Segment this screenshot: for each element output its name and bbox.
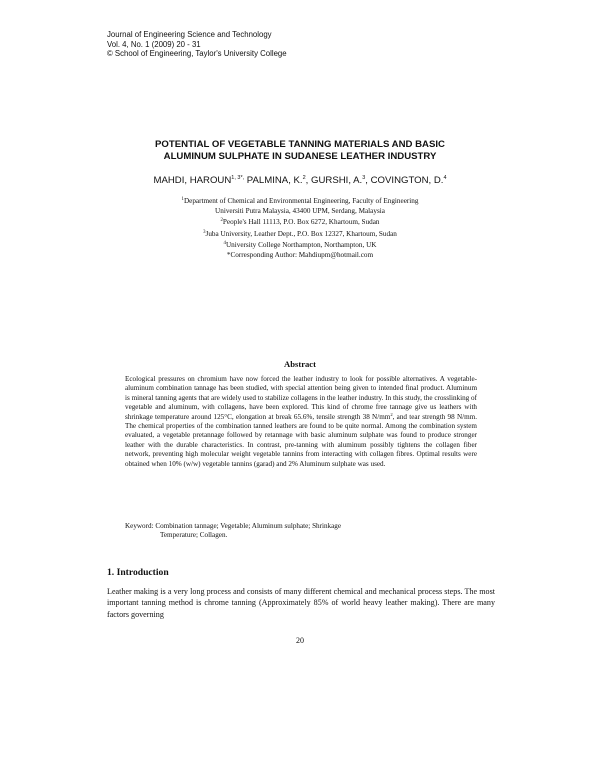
- abstract-heading: Abstract: [284, 359, 316, 369]
- author-affiliation-mark: 1, 3*,: [231, 175, 245, 181]
- author-name: GURSHI, A.: [311, 175, 363, 186]
- section-heading-introduction: 1. Introduction: [107, 567, 169, 578]
- author-affiliation-mark: 3: [362, 175, 366, 181]
- affiliation-line: Universiti Putra Malaysia, 43400 UPM, Serdang, Malaysia: [215, 206, 385, 215]
- affiliation-line: $^1$Department of Chemical and Environmental Engineering, Faculty of Engineering: [181, 197, 419, 205]
- title-line-2: ALUMINUM SULPHATE IN SUDANESE LEATHER INDUSTRY: [163, 151, 437, 162]
- author-name: MAHDI, HAROUN: [153, 175, 232, 186]
- journal-header: [107, 30, 507, 59]
- journal-copyright: © School of Engineering, Taylor's University College: [107, 49, 287, 58]
- affiliations: [95, 195, 505, 261]
- keywords: [125, 522, 477, 541]
- author-affiliation-mark: 4: [443, 175, 447, 181]
- corresponding-author: *Corresponding Author: Mahdiupm@hotmail.com: [226, 250, 374, 259]
- affiliation-line: $^3$Juba University, Leather Dept., P.O. Box 12327, Khartoum, Sudan: [203, 229, 397, 238]
- title-line-1: POTENTIAL OF VEGETABLE TANNING MATERIALS AND BASIC: [155, 139, 445, 150]
- page-number: 20: [296, 636, 304, 645]
- journal-volume: Vol. 4, No. 1 (2009) 20 - 31: [107, 39, 201, 49]
- affiliation-line: $^2$People's Hall 11113, P.O. Box 6272, Khartoum, Sudan: [220, 218, 380, 227]
- author-name: COVINGTON, D.: [370, 175, 444, 186]
- paper-title: [95, 139, 505, 163]
- journal-name: Journal of Engineering Science and Technology: [107, 30, 272, 39]
- keywords-line-2: Temperature; Collagen.: [160, 531, 228, 540]
- affiliation-line: $^4$University College Northampton, Northampton, UK: [223, 241, 377, 250]
- author-affiliation-mark: 2: [302, 175, 306, 181]
- author-list: MAHDI, $HAROUN^{1, 3*,}$ PALMINA, K.$^2$, GURSHI, A.$^3$, COVINGTON, D.$^4$: [153, 175, 447, 186]
- author-name: PALMINA, K.: [246, 175, 303, 186]
- introduction-text: Leather making is a very long process and consists of many different chemical and mechanical process steps. The most important tanning method is chrome tanning (Approximately 85% of world heavy leather making). There are many factors governing: [107, 587, 495, 619]
- abstract-text: Ecological pressures on chromium have now forced the leather industry to look for possible alternatives. A vegetable- aluminum combination tannage has been studied, with special attention being given to intended final product. Aluminum is mineral tanning agents that are widely used to stabilize collagens in the leather industry. In this study, the crosslinking of vegetable and aluminum, with collagens, have been explored. This kind of chrome free tannage give us leathers with shrinkage temperature around 125°C, elongation at break 65.6%, tensile strength 38 $N/mm^2$, and tear strength 98 N/mm. The chemical properties of the combination tanned leathers are found to be quite normal. Among the combination system evaluated, a vegetable pretannage followed by retannage with basic aluminum sulphate was found to produce stronger leather with the durable characteristics. In contrast, pre-tanning with aluminum possibly tightens the collagen fiber network, preventing high molecular weight vegetable tannins from interacting with collagen fibres. Optimal results were obtained when 10% (w/w) vegetable tannins (garad) and 2% Aluminum sulphate was used.: [125, 375, 477, 468]
- keywords-line-1: Keyword: Combination tannage; Vegetable; Aluminum sulphate; Shrinkage: [125, 522, 342, 530]
